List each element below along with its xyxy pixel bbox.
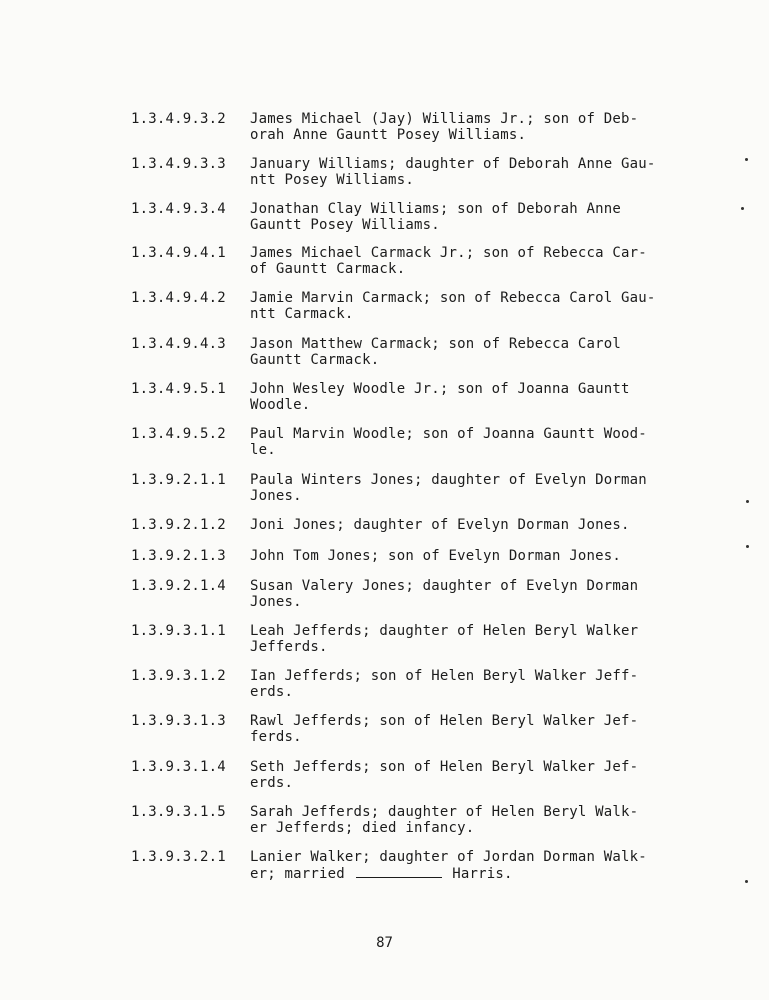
entry-line: ntt Posey Williams. xyxy=(250,172,414,188)
entry-line: Woodle. xyxy=(250,397,311,413)
entry-number: 1.3.9.2.1.3 xyxy=(131,548,226,564)
entry-number: 1.3.9.2.1.2 xyxy=(131,517,226,533)
entry-number: 1.3.9.3.1.5 xyxy=(131,804,226,820)
entry-text xyxy=(250,245,691,277)
genealogy-entry xyxy=(131,804,691,836)
entry-line: Susan Valery Jones; daughter of Evelyn Dorman xyxy=(250,578,639,594)
entry-line: erds. xyxy=(250,775,294,791)
entry-line: Gauntt Carmack. xyxy=(250,352,380,368)
entry-text xyxy=(250,201,691,233)
entry-text xyxy=(250,336,691,368)
page-number: 87 xyxy=(376,935,393,951)
entry-line: Jones. xyxy=(250,488,302,504)
entry-line: Jefferds. xyxy=(250,639,328,655)
genealogy-entry xyxy=(131,759,691,791)
genealogy-entry xyxy=(131,623,691,655)
entry-line: John Tom Jones; son of Evelyn Dorman Jones. xyxy=(250,548,622,564)
entry-text xyxy=(250,548,691,564)
entry-line: le. xyxy=(250,442,276,458)
blank-line xyxy=(356,865,442,878)
entry-number: 1.3.9.2.1.1 xyxy=(131,472,226,488)
entry-text xyxy=(250,759,691,791)
entry-line: Jones. xyxy=(250,594,302,610)
entry-line: James Michael Carmack Jr.; son of Rebecca Car- xyxy=(250,245,647,261)
entry-number: 1.3.4.9.5.2 xyxy=(131,426,226,442)
entry-line: er Jefferds; died infancy. xyxy=(250,820,475,836)
entry-line-with-blank xyxy=(250,865,691,882)
entry-line: Rawl Jefferds; son of Helen Beryl Walker Jef- xyxy=(250,713,639,729)
genealogy-entry xyxy=(131,336,691,368)
genealogy-entry xyxy=(131,381,691,413)
scan-speck xyxy=(745,880,748,883)
genealogy-entry xyxy=(131,426,691,458)
entry-line: Lanier Walker; daughter of Jordan Dorman Walk- xyxy=(250,849,647,865)
entry-line: ferds. xyxy=(250,729,302,745)
scan-speck xyxy=(741,207,744,210)
entry-number: 1.3.4.9.5.1 xyxy=(131,381,226,397)
entry-text xyxy=(250,381,691,413)
entry-number: 1.3.9.3.1.4 xyxy=(131,759,226,775)
genealogy-entry xyxy=(131,517,691,533)
genealogy-entry xyxy=(131,156,691,188)
entry-number: 1.3.4.9.4.3 xyxy=(131,336,226,352)
entry-text xyxy=(250,426,691,458)
scan-speck xyxy=(746,500,749,503)
entry-line: January Williams; daughter of Deborah Anne Gau- xyxy=(250,156,656,172)
entry-line: of Gauntt Carmack. xyxy=(250,261,406,277)
entry-number: 1.3.4.9.4.2 xyxy=(131,290,226,306)
entry-line-after-blank: Harris. xyxy=(452,866,513,882)
genealogy-entry xyxy=(131,578,691,610)
genealogy-entry xyxy=(131,290,691,322)
genealogy-entry xyxy=(131,472,691,504)
entry-line: ntt Carmack. xyxy=(250,306,354,322)
entry-number: 1.3.9.3.1.2 xyxy=(131,668,226,684)
entry-text xyxy=(250,517,691,533)
entry-number: 1.3.9.2.1.4 xyxy=(131,578,226,594)
entry-text xyxy=(250,111,691,143)
genealogy-entry xyxy=(131,713,691,745)
entry-line: Ian Jefferds; son of Helen Beryl Walker Jeff- xyxy=(250,668,639,684)
entry-line: Jamie Marvin Carmack; son of Rebecca Carol Gau- xyxy=(250,290,656,306)
entry-number: 1.3.9.3.2.1 xyxy=(131,849,226,865)
entry-text xyxy=(250,849,691,882)
entry-text xyxy=(250,156,691,188)
entry-number: 1.3.4.9.4.1 xyxy=(131,245,226,261)
genealogy-entry xyxy=(131,111,691,143)
entry-line: John Wesley Woodle Jr.; son of Joanna Gauntt xyxy=(250,381,630,397)
entry-text xyxy=(250,290,691,322)
entry-line-before-blank: er; married xyxy=(250,866,345,882)
genealogy-entry xyxy=(131,668,691,700)
entry-line: Jason Matthew Carmack; son of Rebecca Carol xyxy=(250,336,622,352)
entry-text xyxy=(250,472,691,504)
entry-text xyxy=(250,713,691,745)
entry-line: Seth Jefferds; son of Helen Beryl Walker Jef- xyxy=(250,759,639,775)
entry-line: Joni Jones; daughter of Evelyn Dorman Jones. xyxy=(250,517,630,533)
entry-text xyxy=(250,668,691,700)
entry-text xyxy=(250,804,691,836)
genealogy-entry xyxy=(131,548,691,564)
entry-line: Jonathan Clay Williams; son of Deborah Anne xyxy=(250,201,622,217)
entry-line: Paul Marvin Woodle; son of Joanna Gauntt Wood- xyxy=(250,426,647,442)
entry-line: Gauntt Posey Williams. xyxy=(250,217,440,233)
scan-speck xyxy=(745,158,748,161)
scan-speck xyxy=(746,545,749,548)
entry-number: 1.3.9.3.1.1 xyxy=(131,623,226,639)
entry-number: 1.3.4.9.3.4 xyxy=(131,201,226,217)
entry-number: 1.3.4.9.3.3 xyxy=(131,156,226,172)
entry-line: erds. xyxy=(250,684,294,700)
entry-number: 1.3.4.9.3.2 xyxy=(131,111,226,127)
genealogy-entry xyxy=(131,201,691,233)
genealogy-entry xyxy=(131,849,691,882)
entry-line: Leah Jefferds; daughter of Helen Beryl Walker xyxy=(250,623,639,639)
entry-line: James Michael (Jay) Williams Jr.; son of Deb- xyxy=(250,111,639,127)
entry-line: Sarah Jefferds; daughter of Helen Beryl Walk- xyxy=(250,804,639,820)
entry-number: 1.3.9.3.1.3 xyxy=(131,713,226,729)
entry-text xyxy=(250,578,691,610)
entry-line: Paula Winters Jones; daughter of Evelyn Dorman xyxy=(250,472,647,488)
genealogy-entry xyxy=(131,245,691,277)
entry-text xyxy=(250,623,691,655)
entry-line: orah Anne Gauntt Posey Williams. xyxy=(250,127,527,143)
